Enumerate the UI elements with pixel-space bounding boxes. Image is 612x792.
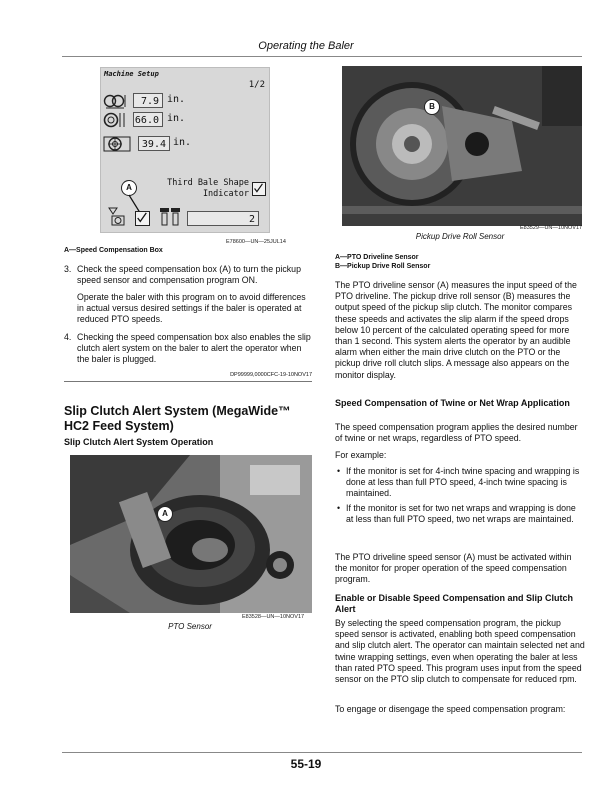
page-number: 55-19 xyxy=(290,757,322,771)
step-3-note: Operate the baler with this program on to avoid differences in actual versus desired settings if the baler is operated at reduced PTO speeds. xyxy=(77,292,306,325)
right-paragraph-1: The PTO driveline sensor (A) measures the input speed of the PTO driveline. The pickup drive roll sensor (B) measures the output speed of the pickup slip clutch. The monitor compares these speeds and activates the slip alarm if the speed drops below 10 percent of the calculated operating speed for more than 1 second. This system alerts the operator by an audible alarm when either the main drive clutch on the PTO or the pickup drive roll clutch slips. A message also appears on the monitor display. xyxy=(335,280,577,380)
callout-b: B xyxy=(424,99,440,115)
right-paragraph-2: The speed compensation program applies the desired number of twine or net wraps, regardless of PTO speed. xyxy=(335,422,578,444)
setup-row-1 xyxy=(103,92,263,110)
figure2-id: E83528—UN—10NOV17 xyxy=(242,614,305,620)
figure3-legend-a: A—PTO Driveline Sensor xyxy=(335,254,419,261)
third-bale-shape-label: Third Bale Shape Indicator xyxy=(167,178,249,199)
footer-rule xyxy=(62,752,582,753)
callout-a: A xyxy=(121,180,137,196)
screen-page-indicator: 1/2 xyxy=(248,80,265,90)
right-heading-1: Speed Compensation of Twine or Net Wrap Application xyxy=(335,398,570,408)
section-subtitle: Slip Clutch Alert System Operation xyxy=(64,437,214,447)
checkmark-icon xyxy=(136,212,148,224)
step-3-number: 3. xyxy=(64,264,72,274)
figure3-legend-b: B—Pickup Drive Roll Sensor xyxy=(335,263,431,270)
third-bale-shape-checkbox xyxy=(252,182,266,196)
bullet-1-text: If the monitor is set for 4-inch twine spacing and wrapping is done at less than full PTO speed, 4-inch twine spacing is maintained. xyxy=(346,466,580,499)
count-value: 2 xyxy=(187,211,259,226)
figure1-legend-a: A—Speed Compensation Box xyxy=(64,247,163,254)
right-heading-2: Enable or Disable Speed Compensation and Slip Clutch Alert xyxy=(335,593,574,614)
setup-value-2: 66.0 xyxy=(133,112,163,127)
figure3-caption: Pickup Drive Roll Sensor xyxy=(415,232,505,241)
callout-a-pto: A xyxy=(157,506,173,522)
setup-unit-1: in. xyxy=(167,94,186,105)
figure2-caption: PTO Sensor xyxy=(168,622,212,631)
speed-sensor-icon xyxy=(107,206,127,226)
setup-row-2 xyxy=(103,111,263,129)
step-4-text: Checking the speed compensation box also enables the slip clutch alert system on the baler to alert the operator when the baler is plugged. xyxy=(77,332,311,365)
step-4-number: 4. xyxy=(64,332,72,342)
machine-setup-screen xyxy=(100,67,270,233)
setup-value-1: 7.9 xyxy=(133,93,163,108)
pto-sensor-image xyxy=(70,455,312,613)
setup-unit-3: in. xyxy=(173,137,192,148)
screen-title: Machine Setup xyxy=(104,70,159,78)
setup-unit-2: in. xyxy=(167,113,186,124)
pto-sensor-photo xyxy=(70,455,312,613)
bale-diameter-icon xyxy=(103,111,131,129)
setup-row-3 xyxy=(103,135,263,153)
bullet-marker-1: • xyxy=(337,466,341,476)
bullet-2-text: If the monitor is set for two net wraps and wrapping is done at less than full PTO speed, two net wraps are maintained. xyxy=(346,503,576,525)
setup-value-3: 39.4 xyxy=(138,136,170,151)
bullet-marker-2: • xyxy=(337,503,341,513)
section-divider xyxy=(64,381,312,382)
speed-compensation-checkbox xyxy=(135,211,150,226)
bale-count-icon xyxy=(159,207,181,227)
right-paragraph-5: By selecting the speed compensation program, the pickup speed sensor is activated, enabling both speed compensation and slip clutch alert. The operator can maintain selected net and twine wrapping settings, even when operating the baler at less than rated PTO speed. This program uses input from the speed sensor on the PTO slip clutch to compensate for reduced rpm. xyxy=(335,618,585,685)
section-title: Slip Clutch Alert System (MegaWide™ HC2 Feed System) xyxy=(64,404,291,433)
right-paragraph-6: To engage or disengage the speed compensation program: xyxy=(335,704,566,714)
right-paragraph-4: The PTO driveline speed sensor (A) must be activated within the monitor for proper operation of the speed compensation program. xyxy=(335,552,572,585)
bale-width-icon xyxy=(103,92,131,110)
pickup-drive-roll-image xyxy=(342,66,582,226)
right-paragraph-3: For example: xyxy=(335,450,387,460)
pickup-drive-roll-photo xyxy=(342,66,582,226)
checkmark-icon xyxy=(253,183,264,194)
core-diameter-icon xyxy=(103,135,131,153)
figure3-id: E83529—UN—10NOV17 xyxy=(520,225,583,231)
header-rule xyxy=(62,56,582,57)
doc-reference: DP99999,0000CFC-19-10NOV17 xyxy=(230,372,312,378)
step-3-text: Check the speed compensation box (A) to turn the pickup speed sensor and compensation program ON. xyxy=(77,264,301,286)
running-header: Operating the Baler xyxy=(258,40,354,52)
figure1-id: E78600—UN—25JUL14 xyxy=(226,239,286,245)
